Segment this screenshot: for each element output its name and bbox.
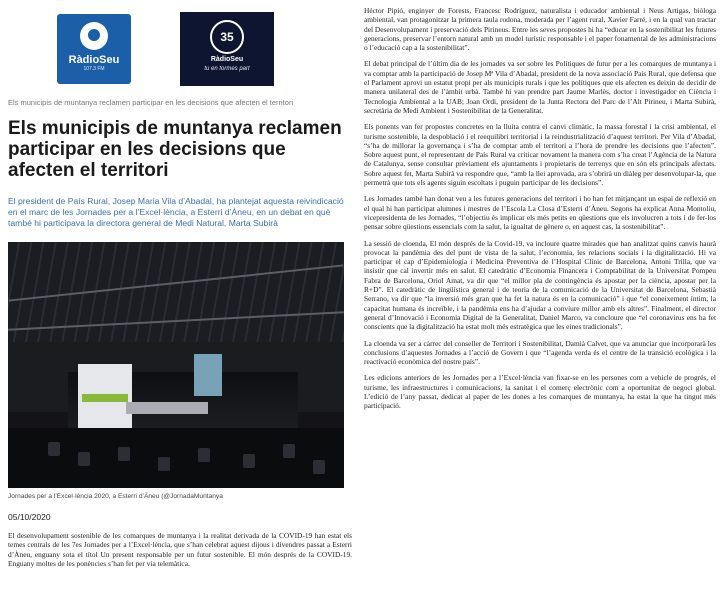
photo-chair bbox=[283, 444, 295, 458]
radioseu-logo-name: RàdioSeu bbox=[68, 54, 120, 66]
anniversary-number: 35 bbox=[210, 20, 244, 54]
photo-chair bbox=[78, 452, 90, 466]
article-paragraph: La sessió de cloenda, El món després de la Covid-19, va incloure quatre mirades que han analitzat quins canvis haurà provocat la pandèmia des del punt de vista de la salut, l’economia, les relacions socials i la digitalització. Hi va participar el cap d’Epidemiologia i Medicina Preventiva de l’Hospital Clínic de Barcelona, Antoni Trilla, que va insistir que cal invertir més en salut. El catedràtic d’Economia Financera i Comptabilitat de la Universitat Pompeu Fabra de Barcelona, Oriol Amat, va dir que “el millor pla de contingència és apostar per la ciència, apostar per la R+D”. El catedràtic de lingüística general i de teoria de la comunicació de la Universitat de Barcelona, Sebastià Serrano, va dir que “la inversió més gran que ha fet la natura és en la comunicació” i que “el coneixement íntim, la capacitat humana és increïble, i la pandèmia ens ha d’ajudar a conviure millor amb els altres”. Finalment, el director general d’Innovació i Economia Digital de la Generalitat, Daniel Marco, va concloure que “el coronavirus ens ha fet conscients que la digitalització ha estat molt més estratègica que les eines tradicionals”. bbox=[364, 238, 716, 332]
photo-chair bbox=[198, 448, 210, 462]
article-paragraph: La cloenda va ser a càrrec del conseller de Territori i Sostenibilitat, Damià Calvet, que va anunciar que incorporarà les conclusions d’aquestes Jornades a l’acció de Govern i que “l’agenda verda és el centre de la transició ecològica i la reactivació econòmica del nostre país”. bbox=[364, 338, 716, 367]
left-column bbox=[0, 0, 355, 590]
article-intro-paragraph: El desenvolupament sostenible de les comarques de muntanya i la realitat derivada de la COVID-19 han estat els temes centrals de les 7es Jornades per a l’Excel·lència, que s’han celebrat aquest dijous i divendres passat a Esterri d’Àneu, enguany sota el títol Un present responsable per un futur sostenible. El món després de la COVID-19. Enguany moltes de les ponències s’han fet per via telemàtica. bbox=[8, 531, 352, 568]
photo-chair bbox=[313, 460, 325, 474]
anniversary-tagline: tu en formes part bbox=[204, 66, 250, 72]
photo-floor bbox=[8, 428, 344, 488]
radioseu-logo[interactable] bbox=[57, 14, 131, 84]
photo-roof bbox=[8, 242, 344, 352]
radio-wave-icon bbox=[80, 22, 108, 50]
radioseu-logo-frequency: 107.3 FM bbox=[83, 66, 105, 72]
article-date: 05/10/2020 bbox=[8, 512, 51, 522]
photo-panel-table bbox=[126, 402, 208, 414]
photo-chair bbox=[118, 447, 130, 461]
photo-caption: Jornades per a l’Excel·lència 2020, a Esterri d’Àneu (@JornadaMuntanya bbox=[8, 493, 223, 500]
logo-bar bbox=[0, 12, 355, 88]
article-paragraph: Els ponents van fer propostes concretes en la lluita contra el canvi climàtic, la massa forestal i la crisi ambiental, el turisme sostenible, la despoblació i el reequilibri territorial i la reindustrialització d’aquest territori. Per Vila d’Abadal, “s’ha de millorar la governança i s’ha de comptar amb el territori a l’hora de prendre les decisions que l’afecten”. Sobre aquest punt, el representant de País Rural va criticar novament la manera com s’ha creat l’Agència de la Natura de Catalunya, sense consultar prèviament els ajuntaments i propietaris de terrenys que en són els principals afectats. Sobre aquest fet, Marta Subirà va respondre que, “amb la llei aprovada, ara s’obrirà un diàleg per desenvolupar-la, que permetrà que tots els agents siguin escoltats i puguin participar de les decisions”. bbox=[364, 122, 716, 188]
photo-chair bbox=[158, 457, 170, 471]
article-paragraph: Les Jornades també han donat veu a les futures generacions del territori i ho han fet mitjançant un espai de reflexió en el qual hi han participat alumnes i mestres de l’Escola La Closa d’Esterri d’Àneu. Segons ha explicat Anna Montoliu, vicepresidenta de les Jornades, “l’objectiu és implicar els més petits en qüestions que els involucren a tots i de fer-los pensar sobre qüestions essencials com la salut, la igualtat de gènere o, en aquest cas, la sostenibilitat”. bbox=[364, 194, 716, 232]
anniversary-logo-name: RàdioSeu bbox=[210, 56, 244, 63]
photo-chair bbox=[243, 454, 255, 468]
article-lede: El president de País Rural, Josep Maria Vila d’Abadal, ha plantejat aquesta reivindicació en el marc de les Jornades per a l’Excel·lència, a Esterri d’Àneu, en un debat en què també hi participava la directora general de Medi Natural, Marta Subirà bbox=[8, 196, 344, 228]
article-headline: Els municipis de muntanya reclamen participar en les decisions que afecten el territori bbox=[8, 118, 342, 181]
kicker-line: Els municipis de muntanya reclamen participar en les decisions que afecten el territori bbox=[8, 98, 294, 107]
photo-screen bbox=[194, 354, 222, 396]
anniversary-logo[interactable] bbox=[180, 12, 274, 86]
article-paragraph: Héctor Pipió, enginyer de Forests, Francesc Rodríguez, naturalista i educador ambiental i Neus Artigas, biòloga ambiental, van protagonitzar la primera taula rodona, moderada per l’agent rural, Xavier Farré, i en la qual van tractar del Desenvolupament i preservació dels Pirineus. Entre les seves propostes hi ha “educar en la sostenibilitat les futures generacions, preservar l’entorn natural amb un model turístic responsable i el paper fonamental de les administracions o l’educació cap a la sostenibilitat”. bbox=[364, 6, 716, 53]
article-paragraph: Les edicions anteriors de les Jornades per a l’Excel·lència van fixar-se en les persones com a vehicle de progrés, el turisme, les infraestructures i comunicacions, la sanitat i el comerç electrònic com a oportunitat de negoci global. L’edició de l’any passat, dedicat al paper de les dones a les comarques de muntanya, ha estat la que ha tingut més participació. bbox=[364, 373, 716, 411]
right-column bbox=[364, 6, 716, 590]
photo-banner bbox=[78, 364, 132, 430]
photo-chair bbox=[48, 442, 60, 456]
article-photo bbox=[8, 242, 344, 488]
article-paragraph: El debat principal de l’últim dia de les jornades va ser sobre les Polítiques de futur per a les comarques de muntanya i va comptar amb la participació de Josep Mª Vila d’Abadal, president de la nova associació País Rural, que defensa que el Parlament aprovi un estatut propi per als municipis rurals i que les polítiques que els afecten es deixin de decidir de manera unilateral des de l’àmbit urbà. També hi van prendre part Jaume Marlès, doctor i investigador en Ciència i Tecnologia Ambiental a la UAB; Joan Ordi, president de la Junta Rectora del Parc de l’Alt Pirineu, i Marta Subirà, secretària de Medi Ambient i Sostenibilitat de la Generalitat. bbox=[364, 59, 716, 115]
